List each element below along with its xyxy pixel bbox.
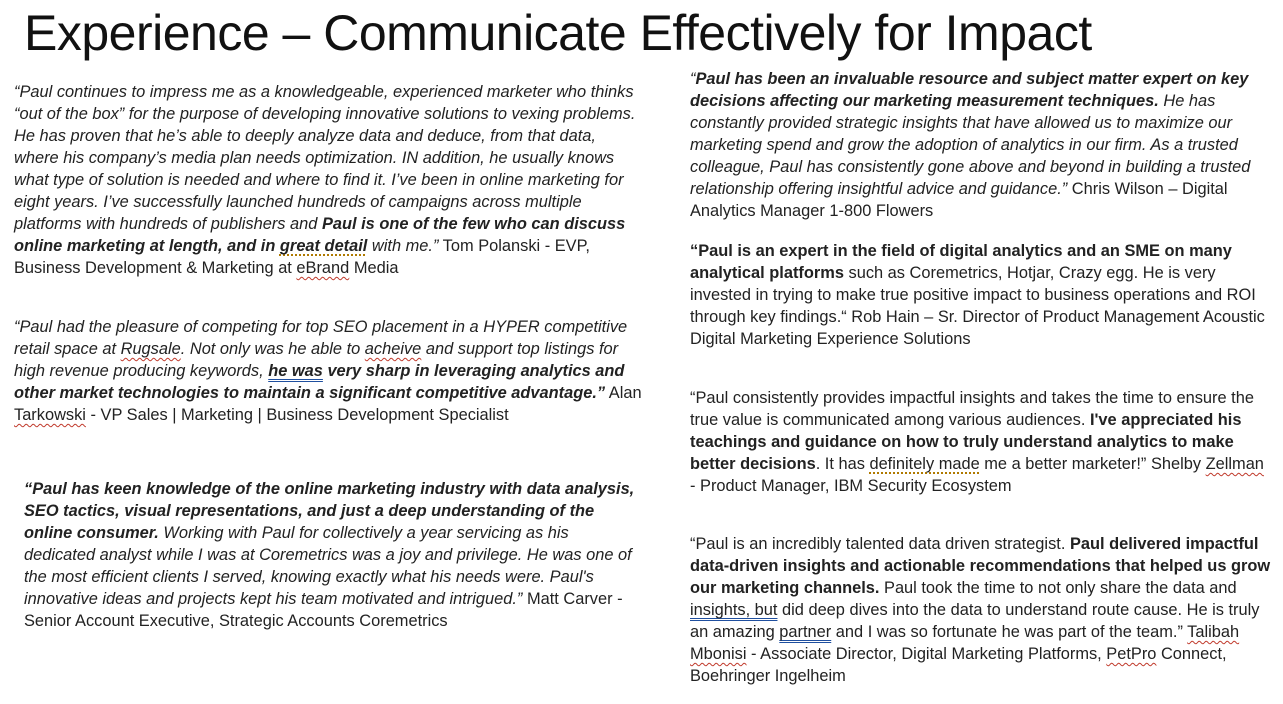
quote-segment: Tarkowski [14,406,86,424]
testimonial-mbonisi [690,533,1278,687]
quote-segment: Tom Polanski - EVP, Business Development & Marketing at [14,237,590,277]
quote-segment: Paul took the time to not only share the data and [879,579,1237,597]
quote-segment: Working with Paul for collectively a year servicing as his dedicated analyst while I was at Coremetrics was a joy and privilege. He was one of the most efficient clients I served, knowing exactly what his needs were. Paul's innovative ideas and projects kept his team motivated and intrigued.” [24,524,632,608]
quote-segment: Media [349,259,399,277]
quote-segment: Paul has been an invaluable resource and subject matter expert on key decisions affecting our marketing measurement techniques. [690,70,1249,110]
quote-segment: Connect, Boehringer Ingelheim [690,645,1227,685]
quote-segment: Matt Carver - Senior Account Executive, Strategic Accounts Coremetrics [24,590,623,630]
quote-segment: Talibah Mbonisi [690,623,1240,663]
quote-segment: eBrand [296,259,350,277]
quote-segment: . Not only was he able to [180,340,365,358]
quote-segment: I've appreciated his teachings and guidance on how to truly understand analytics to make better decisions [690,411,1242,473]
quote-segment: Rugsale [120,340,181,358]
quote-segment: PetPro [1106,645,1157,663]
quote-segment: “Paul continues to impress me as a knowledgeable, experienced marketer who thinks “out of the box” for the purpose of developing innovative solutions to vexing problems. He has proven that he’s able to deeply analyze data and deduce, from that data, where his company’s media plan needs optimization. IN addition, he usually knows what type of solution is needed and where to find it. I’ve been in online marketing for eight years. I’ve successfully launched hundreds of campaigns across multiple platforms with hundreds of publishers and [14,83,636,233]
quote-segment: he was [268,362,323,380]
quote-segment: and I was so fortunate he was part of the team.” [831,623,1188,641]
quote-segment: such as Coremetrics, Hotjar, Crazy egg. He is very invested in trying to make true positive impact to business operations and ROI through key findings.“ Rob Hain – Sr. Director of Product Management Acoustic Digital Marketing Experience Solutions [690,264,1265,348]
quote-segment: partner [779,623,832,641]
testimonial-tarkowski [14,316,644,426]
testimonial-polanski [14,81,644,279]
quote-segment: great detail [279,237,368,255]
quote-segment: “Paul had the pleasure of competing for top SEO placement in a HYPER competitive retail space at [14,318,628,358]
quote-segment: Zellman [1205,455,1264,473]
quote-segment: and support top listings for high revenue producing keywords, [14,340,619,380]
quote-segment: very sharp in leveraging analytics and other market technologies to maintain a significant competitive advantage.” [14,362,625,402]
quote-segment: “Paul is an incredibly talented data driven strategist. [690,535,1070,553]
quote-segment: acheive [364,340,422,358]
quote-segment: definitely made [869,455,980,473]
quote-segment: “Paul consistently provides impactful insights and takes the time to ensure the true value is communicated among various audiences. [690,389,1254,429]
quote-segment: - VP Sales | Marketing | Business Development Specialist [85,406,509,424]
page-title: Experience – Communicate Effectively for Impact [24,5,1092,61]
quote-segment: - Product Manager, IBM Security Ecosystem [690,477,1012,495]
testimonial-carver [24,478,639,632]
quote-segment: Paul delivered impactful data-driven insights and actionable recommendations that helped us grow our marketing channels. [690,535,1271,597]
quote-segment: with me.” [367,237,439,255]
quote-segment: “Paul is an expert in the field of digital analytics and an SME on many analytical platforms [690,242,1232,282]
testimonial-hain [690,240,1275,350]
quote-segment: me a better marketer!” Shelby [979,455,1206,473]
quote-segment: - Associate Director, Digital Marketing Platforms, [746,645,1107,663]
quote-segment: insights, but [690,601,778,619]
quote-segment: Chris Wilson – Digital Analytics Manager 1-800 Flowers [690,180,1228,220]
quote-segment: did deep dives into the data to understand route cause. He is truly an amazing [690,601,1260,641]
testimonial-zellman [690,387,1270,497]
quote-segment: He has constantly provided strategic insights that have allowed us to maximize our marketing spend and grow the adoption of analytics in our firm. As a trusted colleague, Paul has consistently gone above and beyond in building a trusted relationship offering insightful advice and guidance.” [690,92,1251,198]
quote-segment: “ [690,70,696,88]
quote-segment: “Paul has keen knowledge of the online marketing industry with data analysis, SEO tactics, visual representations, and just a deep understanding of the online consumer. [24,480,635,542]
testimonial-wilson [690,68,1265,222]
quote-segment: Alan [605,384,642,402]
quote-segment: Paul is one of the few who can discuss online marketing at length, and in [14,215,626,255]
quote-segment: . It has [815,455,870,473]
